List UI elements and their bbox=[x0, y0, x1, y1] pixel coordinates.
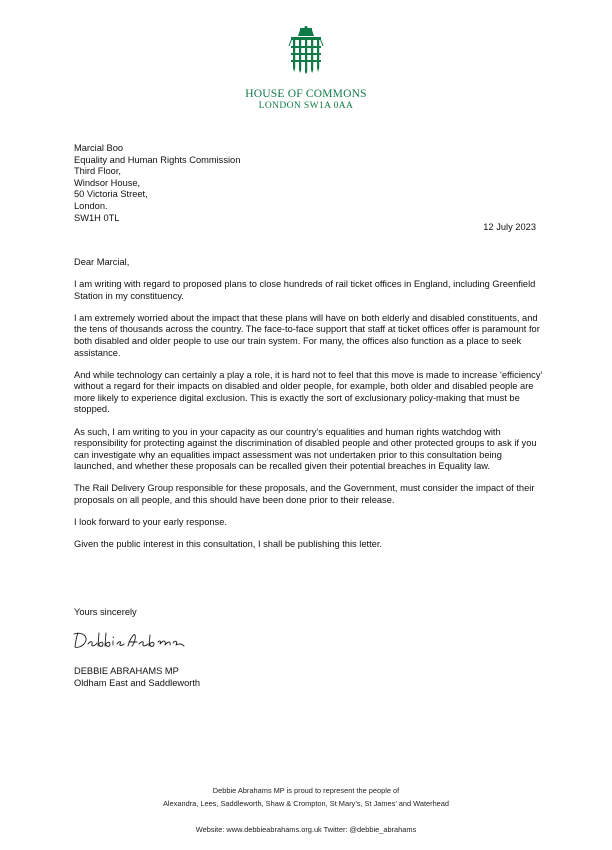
footer-line: Debbie Abrahams MP is proud to represent the people of bbox=[212, 786, 400, 795]
paragraph: As such, I am writing to you in your capacity as our country’s equalities and human rights watchdog with responsibility for protecting against the discrimination of disabled people and other protected groups to ask if you can investigate why an equalities impact assessment was not undertaken prior to this consultation being launched, and whether these proposals can be recalled given their potential breaches in Equality law. bbox=[74, 426, 537, 472]
recipient-address-line: 50 Victoria Street, bbox=[74, 189, 148, 200]
recipient-name: Marcial Boo bbox=[74, 143, 124, 153]
portcullis-crest-icon bbox=[286, 26, 326, 74]
house-name: HOUSE OF COMMONS bbox=[245, 88, 367, 100]
handwritten-signature bbox=[72, 627, 192, 655]
paragraph: I am extremely worried about the impact that these plans will have on both elderly and disabled constituents, and the tens of thousands across the country. The face-to-face support that staff at ticket offices offer is paramount for both disabled and older people to use our train system. For many, the offices also function as a place to seek assistance. bbox=[74, 312, 540, 358]
recipient-address bbox=[74, 143, 240, 224]
paragraph: I am writing with regard to proposed plans to close hundreds of rail ticket offices in England, including Greenfield Station in my constituency. bbox=[74, 279, 536, 301]
footer-contact: Website: www.debbieabrahams.org.uk Twitter: @debbie_abrahams bbox=[195, 825, 417, 834]
house-address: LONDON SW1A 0AA bbox=[258, 101, 354, 111]
paragraph: And while technology can certainly a play a role, it is hard not to feel that this move is made to increase ‘efficiency’ without a regard for their impacts on disabled and older people, for example, both older and disabled people are more likely to experience digital exclusion. This is exactly the sort of exclusionary policy-making that must be stopped. bbox=[74, 369, 543, 415]
recipient-postcode: SW1H 0TL bbox=[74, 212, 120, 223]
recipient-address-line: Third Floor, bbox=[74, 166, 122, 177]
footer-line: Alexandra, Lees, Saddleworth, Shaw & Crompton, St Mary’s, St James’ and Waterhead bbox=[162, 799, 450, 808]
letter-date: 12 July 2023 bbox=[483, 222, 536, 232]
signer-constituency: Oldham East and Saddleworth bbox=[74, 677, 201, 688]
paragraph: Given the public interest in this consultation, I shall be publishing this letter. bbox=[74, 539, 383, 550]
paragraph: I look forward to your early response. bbox=[74, 517, 227, 528]
paragraph: The Rail Delivery Group responsible for these proposals, and the Government, must consider the impact of their proposals on all people, and this should have been done prior to their release. bbox=[74, 483, 535, 505]
recipient-address-line: Windsor House, bbox=[74, 177, 141, 188]
letter-body bbox=[74, 257, 544, 561]
signer-block bbox=[74, 666, 200, 689]
signoff: Yours sincerely bbox=[74, 607, 137, 617]
salutation: Dear Marcial, bbox=[74, 257, 130, 267]
recipient-organisation: Equality and Human Rights Commission bbox=[74, 154, 241, 165]
signer-name: DEBBIE ABRAHAMS MP bbox=[74, 666, 179, 676]
recipient-address-line: London. bbox=[74, 200, 108, 211]
